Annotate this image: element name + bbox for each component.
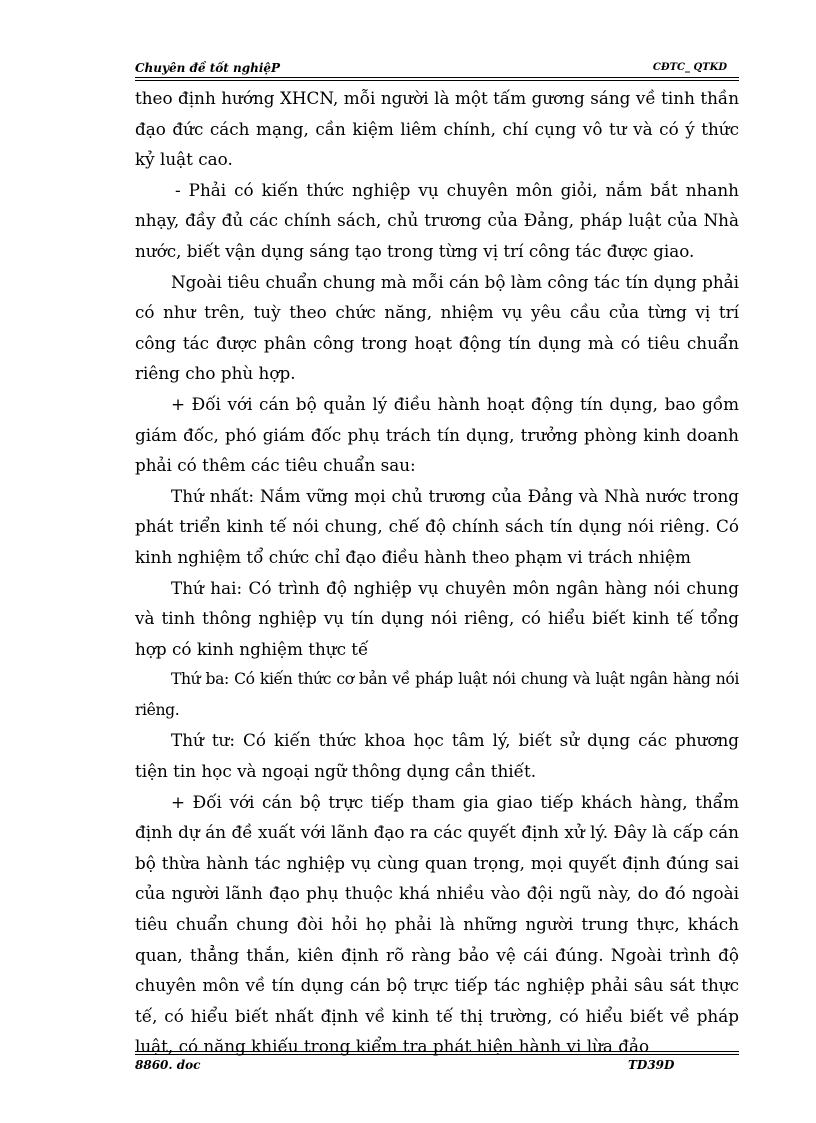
header-title: Chuyên đề tốt nghiệP (135, 61, 281, 75)
paragraph-fourth: Thứ tư: Có kiến thức khoa học tâm lý, biết sử dụng các phương tiện tin học và ngoại ngữ thông dụng cần thiết. (135, 730, 739, 782)
header-code: CĐTC_ QTKD (652, 62, 727, 73)
paragraph-managers: + Đối với cán bộ quản lý điều hành hoạt động tín dụng, bao gồm giám đốc, phó giám đốc phụ trách tín dụng, trưởng phòng kinh doanh phải có thêm các tiêu chuẩn sau: (135, 393, 739, 476)
paragraph-general-standards: Ngoài tiêu chuẩn chung mà mỗi cán bộ làm công tác tín dụng phải có như trên, tuỳ theo chức năng, nhiệm vụ yêu cầu của từng vị trí công tác được phân công trong hoạt động tín dụng mà có tiêu chuẩn riêng cho phù hợp. (135, 271, 739, 384)
footer-rule-thin (135, 1051, 739, 1052)
footer-code: TD39D (628, 1058, 675, 1072)
paragraph-first: Thứ nhất: Nắm vững mọi chủ trương của Đảng và Nhà nước trong phát triển kinh tế nói chung, chế độ chính sách tín dụng nói riêng. Có kinh nghiệm tổ chức chỉ đạo điều hành theo phạm vi trách nhiệm (135, 485, 739, 567)
page-footer (135, 1058, 739, 1076)
paragraph-second: Thứ hai: Có trình độ nghiệp vụ chuyên môn ngân hàng nói chung và tinh thông nghiệp vụ tín dụng nói riêng, có hiểu biết kinh tế tổng hợp có kinh nghiệm thực tế (135, 577, 739, 659)
header-rule-thick (135, 77, 739, 78)
paragraph-direct-staff: + Đối với cán bộ trực tiếp tham gia giao tiếp khách hàng, thẩm định dự án đề xuất với lãnh đạo ra các quyết định xử lý. Đây là cấp cán bộ thừa hành tác nghiệp vụ cùng quan trọng, mọi quyết định đúng sai của người lãnh đạo phụ thuộc khá nhiều vào đội ngũ này, do đó ngoài tiêu chuẩn chung đòi hỏi họ phải là những người trung thực, khách quan, thẳng thắn, kiên định rõ ràng bảo vệ cái đúng. Ngoài trình độ chuyên môn về tín dụng cán bộ trực tiếp tác nghiệp phải sâu sát thực tế, có hiểu biết nhất định về kinh tế thị trường, có hiểu biết về pháp luật, có năng khiếu trong kiểm tra phát hiện hành vi lừa đảo (135, 791, 739, 1057)
paragraph-third: Thứ ba: Có kiến thức cơ bản về pháp luật nói chung và luật ngân hàng nói riêng. (135, 670, 739, 719)
body-text (135, 83, 739, 1062)
footer-filename: 8860. doc (135, 1058, 201, 1072)
footer-rule-thick (135, 1054, 739, 1055)
header-rule-thin (135, 80, 739, 81)
paragraph-knowledge: - Phải có kiến thức nghiệp vụ chuyên môn giỏi, nắm bắt nhanh nhạy, đầy đủ các chính sách, chủ trương của Đảng, pháp luật của Nhà nước, biết vận dụng sáng tạo trong từng vị trí công tác được giao. (135, 179, 739, 261)
page-header (135, 60, 739, 78)
paragraph-continuation: theo định hướng XHCN, mỗi người là một tấm gương sáng về tinh thần đạo đức cách mạng, cần kiệm liêm chính, chí cụng vô tư và có ý thức kỷ luật cao. (135, 88, 739, 170)
